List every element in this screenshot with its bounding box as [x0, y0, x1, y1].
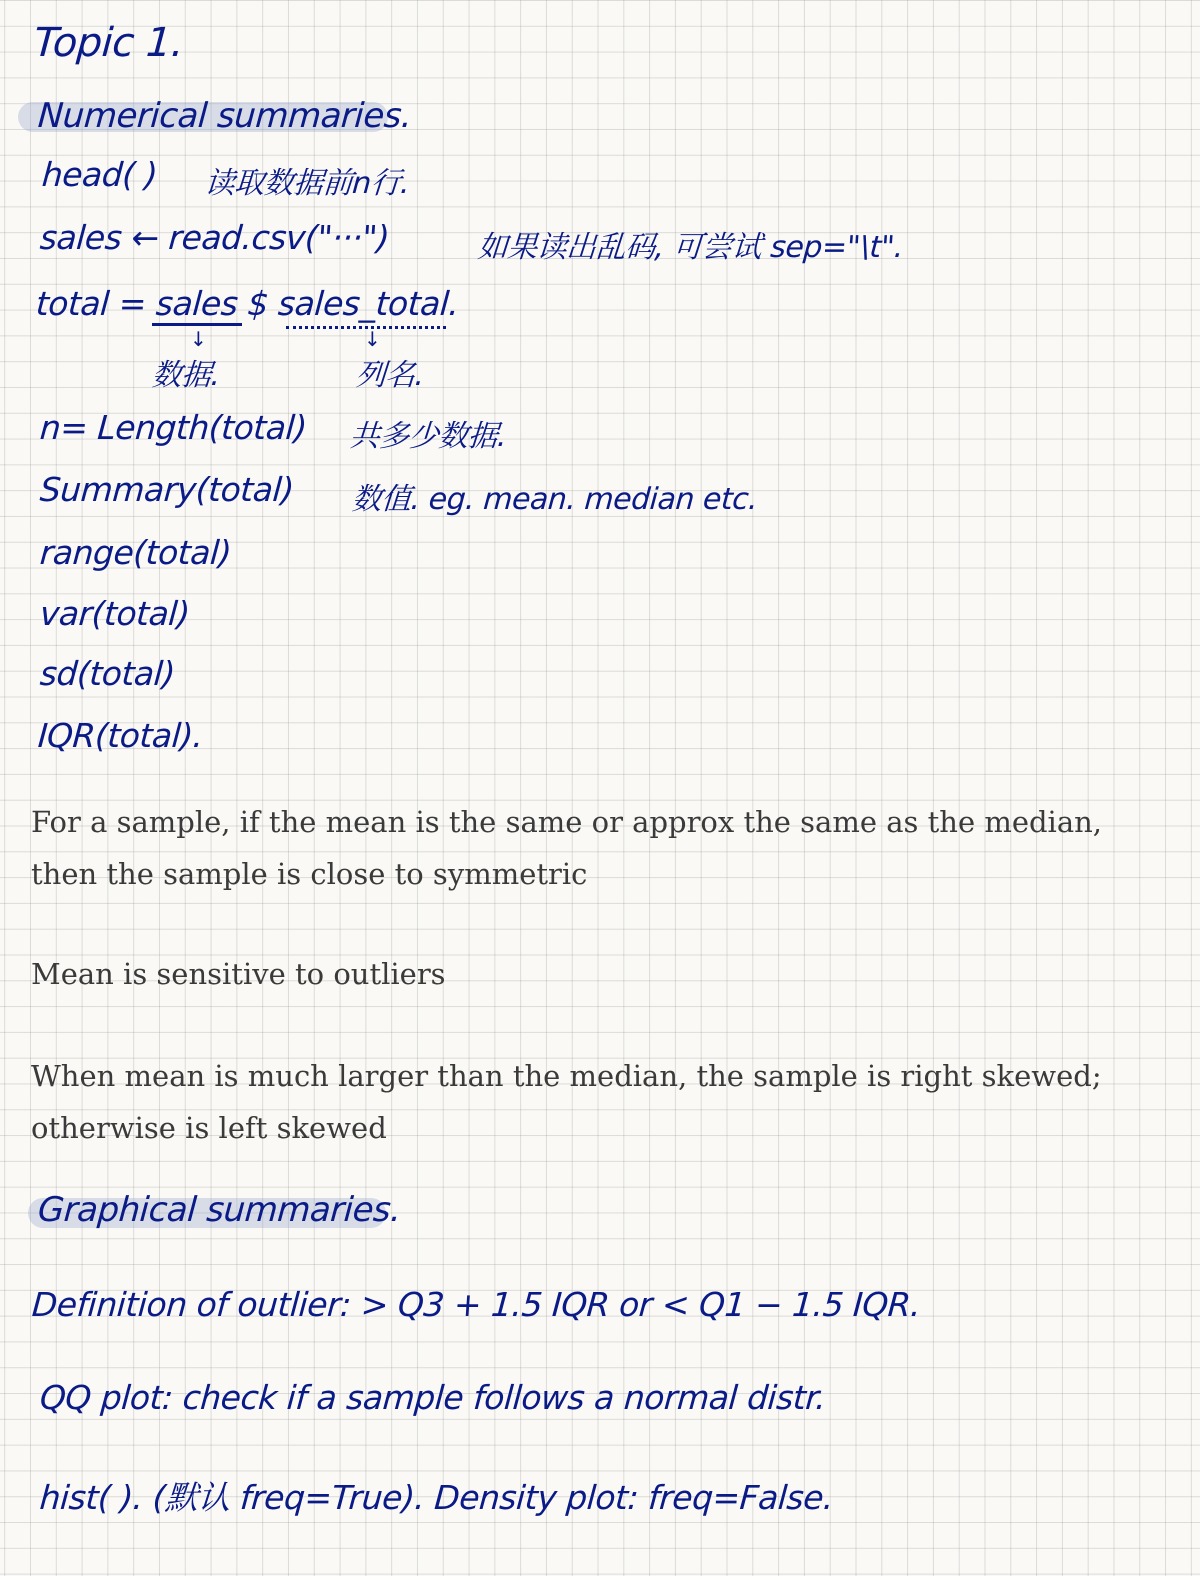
page-title: Topic 1.	[32, 20, 185, 66]
label-column: 列名.	[354, 358, 426, 393]
section-heading-graphical: Graphical summaries.	[36, 1190, 403, 1230]
paragraph-outliers: Mean is sensitive to outliers	[31, 957, 446, 991]
code-read-csv: sales ← read.csv("···")	[38, 218, 391, 257]
hist-note: hist( ). (默认 freq=True). Density plot: freq=False.	[38, 1478, 835, 1517]
arrow-column: ↓	[364, 327, 381, 351]
paragraph-symmetric: For a sample, if the mean is the same or approx the same as the median, then the sample is close to symmetric	[31, 805, 1103, 891]
code-range: range(total)	[38, 533, 233, 572]
underline-data	[152, 323, 242, 326]
code-iqr: IQR(total).	[36, 716, 205, 755]
outlier-definition: Definition of outlier: > Q3 + 1.5 IQR or < Q1 − 1.5 IQR.	[30, 1285, 922, 1324]
note-read-csv: 如果读出乱码, 可尝试 sep="\t".	[476, 230, 905, 265]
note-head: 读取数据前n行.	[203, 166, 411, 201]
total-data: sales	[154, 284, 240, 323]
note-length: 共多少数据.	[348, 419, 508, 454]
code-length: n= Length(total)	[38, 408, 309, 447]
qq-plot-note: QQ plot: check if a sample follows a normal distr.	[38, 1378, 827, 1417]
section-heading-numerical: Numerical summaries.	[36, 96, 413, 136]
note-summary: 数值. eg. mean. median etc.	[350, 482, 759, 517]
total-dollar: $	[236, 284, 280, 323]
code-var: var(total)	[38, 594, 191, 633]
label-data: 数据.	[150, 358, 222, 393]
code-head: head( )	[40, 155, 159, 194]
code-summary: Summary(total)	[38, 470, 296, 509]
total-col: sales_total.	[276, 284, 461, 323]
code-sd: sd(total)	[38, 654, 177, 693]
paragraph-skew: When mean is much larger than the median, the sample is right skewed; otherwise is left skewed	[31, 1059, 1102, 1145]
arrow-data: ↓	[190, 327, 207, 351]
total-prefix: total =	[34, 284, 158, 323]
